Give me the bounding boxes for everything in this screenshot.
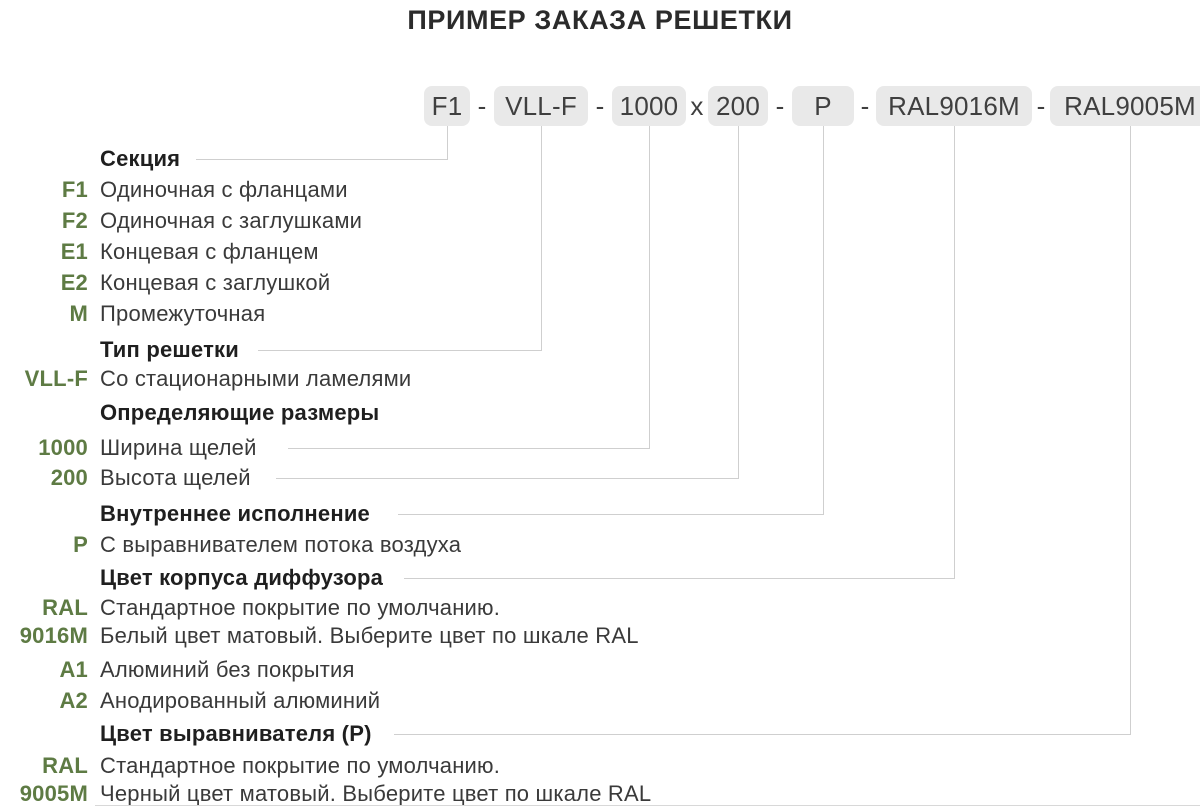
page-title: ПРИМЕР ЗАКАЗА РЕШЕТКИ bbox=[407, 5, 793, 35]
code-separator-x: x bbox=[690, 91, 704, 121]
legend-code-ral9005m bbox=[0, 752, 88, 808]
legend-desc-f1: Одиночная с фланцами bbox=[100, 177, 348, 202]
legend-code-line: RAL bbox=[42, 753, 88, 778]
legend-desc-a1: Алюминий без покрытия bbox=[100, 657, 355, 682]
code-box-body-color: RAL9016M bbox=[876, 86, 1032, 126]
legend-desc-line: Стандартное покрытие по умолчанию. bbox=[100, 595, 501, 620]
code-box-equalizer-color: RAL9005M bbox=[1050, 86, 1200, 126]
section-heading-body-color: Цвет корпуса диффузора bbox=[100, 565, 384, 590]
legend-desc-ral9005m bbox=[100, 752, 651, 808]
legend-code-line: 9005M bbox=[19, 781, 88, 806]
code-box-internal: P bbox=[792, 86, 854, 126]
legend-code-m: M bbox=[69, 301, 88, 326]
legend-code-f2: F2 bbox=[61, 208, 88, 233]
legend-code-line: 9016M bbox=[19, 623, 88, 648]
section-heading-grille-type: Тип решетки bbox=[100, 337, 239, 362]
legend-code-e2: E2 bbox=[60, 270, 88, 295]
code-separator-dash: - bbox=[860, 91, 870, 121]
legend-code-line: RAL bbox=[42, 595, 88, 620]
legend-code-200: 200 bbox=[50, 465, 88, 490]
legend-desc-ral9016m bbox=[100, 594, 639, 650]
legend-desc-m: Промежуточная bbox=[100, 301, 266, 326]
bottom-divider bbox=[95, 805, 1200, 806]
legend-code-e1: E1 bbox=[60, 239, 88, 264]
section-heading-section: Секция bbox=[100, 146, 181, 171]
section-heading-equalizer-color: Цвет выравнивателя (P) bbox=[100, 721, 372, 746]
legend-code-a2: A2 bbox=[59, 688, 88, 713]
code-separator-dash: - bbox=[477, 91, 487, 121]
section-heading-dimensions: Определяющие размеры bbox=[100, 400, 380, 425]
legend-desc-200: Высота щелей bbox=[100, 465, 251, 490]
legend-code-p: P bbox=[73, 532, 88, 557]
legend-code-a1: A1 bbox=[59, 657, 88, 682]
legend-desc-line: Белый цвет матовый. Выберите цвет по шкале RAL bbox=[100, 623, 639, 648]
legend-desc-f2: Одиночная с заглушками bbox=[100, 208, 363, 233]
legend-code-f1: F1 bbox=[61, 177, 88, 202]
legend-code-vll-f: VLL-F bbox=[24, 366, 88, 391]
code-box-height: 200 bbox=[708, 86, 768, 126]
code-separator-dash: - bbox=[595, 91, 605, 121]
code-separator-dash: - bbox=[1036, 91, 1046, 121]
code-separator-dash: - bbox=[775, 91, 785, 121]
legend-desc-vll-f: Со стационарными ламелями bbox=[100, 366, 412, 391]
legend-desc-1000: Ширина щелей bbox=[100, 435, 257, 460]
legend-code-ral9016m bbox=[0, 594, 88, 650]
code-box-width: 1000 bbox=[612, 86, 686, 126]
legend-desc-a2: Анодированный алюминий bbox=[100, 688, 381, 713]
legend-desc-p: С выравнивателем потока воздуха bbox=[100, 532, 462, 557]
legend-desc-e2: Концевая с заглушкой bbox=[100, 270, 331, 295]
legend-desc-line: Стандартное покрытие по умолчанию. bbox=[100, 753, 501, 778]
legend-code-1000: 1000 bbox=[38, 435, 88, 460]
legend-desc-e1: Концевая с фланцем bbox=[100, 239, 319, 264]
code-box-section: F1 bbox=[424, 86, 470, 126]
section-heading-internal: Внутреннее исполнение bbox=[100, 501, 370, 526]
code-box-grille-type: VLL-F bbox=[494, 86, 588, 126]
legend-desc-line: Черный цвет матовый. Выберите цвет по шкале RAL bbox=[100, 781, 652, 806]
